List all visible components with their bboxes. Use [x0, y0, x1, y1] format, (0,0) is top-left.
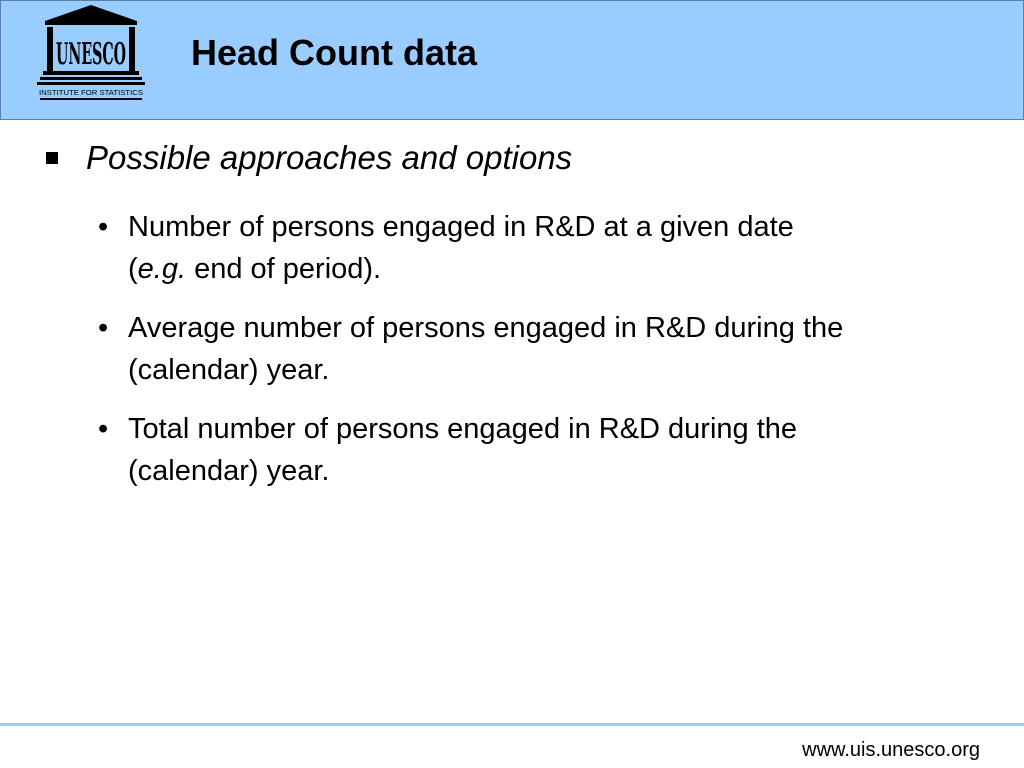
unesco-logo — [35, 3, 147, 103]
list-item-line: (calendar) year. — [128, 354, 330, 386]
list-item-line-rest: end of period). — [186, 253, 382, 285]
bullet-dot-icon: • — [98, 413, 109, 445]
slide-title: Head Count data — [191, 32, 478, 73]
paren-open: ( — [128, 253, 138, 285]
footer-url[interactable]: www.uis.unesco.org — [802, 739, 980, 761]
eg-abbreviation: e.g. — [137, 253, 187, 285]
main-bullet-text: Possible approaches and options — [86, 139, 573, 176]
slide-header — [0, 0, 1024, 120]
bullet-dot-icon: • — [98, 312, 109, 344]
bullet-dot-icon: • — [98, 211, 109, 243]
logo-subtitle: INSTITUTE FOR STATISTICS — [39, 88, 143, 97]
list-item-text — [128, 408, 1008, 492]
list-item-line — [128, 248, 1008, 290]
list-item-text — [128, 206, 1008, 290]
square-bullet-icon — [46, 152, 58, 164]
list-item-line: Number of persons engaged in R&D at a given date — [128, 211, 794, 243]
list-item-line: (calendar) year. — [128, 455, 330, 487]
main-bullet — [46, 136, 1006, 184]
logo-wordmark: UNESCO — [56, 37, 126, 72]
list-item-line: Total number of persons engaged in R&D during the — [128, 413, 798, 445]
unesco-temple-icon — [35, 3, 147, 103]
list-item-text — [128, 307, 1008, 391]
footer-divider — [0, 723, 1024, 726]
list-item-line: Average number of persons engaged in R&D during the — [128, 312, 844, 344]
